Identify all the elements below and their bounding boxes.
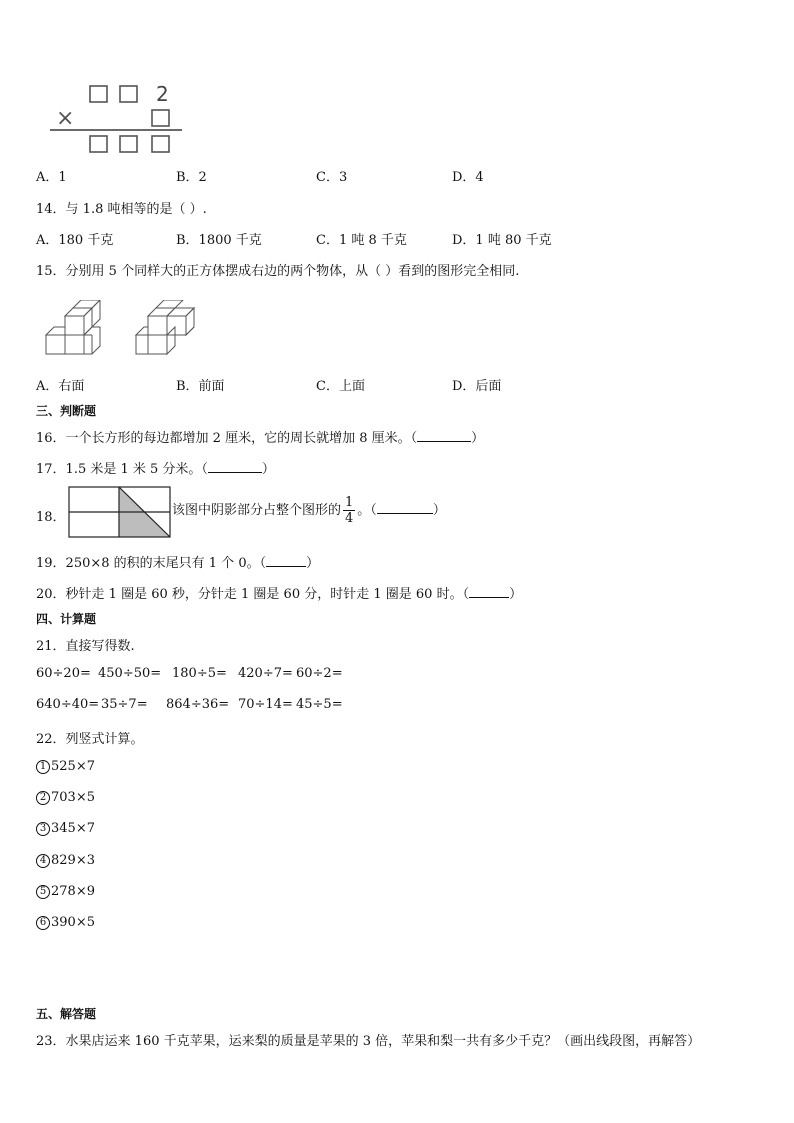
q21-item: 70÷14= [238,697,293,712]
q22-expression: 829×3 [51,853,95,868]
q20-text: 20．秒针走 1 圈是 60 秒，分针走 1 圈是 60 分，时针走 1 圈是 60 时。（ [36,587,470,602]
digit-box [152,110,169,126]
q22-item [36,915,95,930]
q17-answer-blank[interactable] [208,460,262,473]
q21-item: 45÷5= [296,697,343,712]
q19-text: 19．250×8 的积的末尾只有 1 个 0。（ [36,556,267,571]
q15-option-d[interactable]: D．后面 [452,379,502,394]
q14-option-b[interactable]: B．1800 千克 [176,233,262,248]
q18-after: 。（ [357,503,377,518]
q15-stem: 15．分别用 5 个同样大的正方体摆成右边的两个物体，从（ ）看到的图形完全相同. [36,264,520,279]
q17 [36,458,275,477]
fraction-numerator: 1 [345,495,354,510]
q19-close: ） [306,556,320,571]
q18-text: 该图中阴影部分占整个图形的 [172,503,342,518]
q21-item: 864÷36= [166,697,230,712]
cube-figure-right [134,300,206,358]
q13-option-b[interactable]: B．2 [176,170,207,185]
q20 [36,583,522,602]
q21-item: 180÷5= [172,666,227,681]
q22-item [36,790,95,805]
q16 [36,427,484,446]
q21-item: 35÷7= [101,697,148,712]
q18-answer-blank[interactable] [377,501,433,514]
q15-option-b[interactable]: B．前面 [176,379,225,394]
q19 [36,552,319,571]
q22-expression: 525×7 [51,759,95,774]
q16-text: 16．一个长方形的每边都增加 2 厘米，它的周长就增加 8 厘米。（ [36,431,418,446]
q21-item: 60÷20= [36,666,91,681]
q21-item: 450÷50= [98,666,162,681]
section-4-title: 四、计算题 [36,612,97,626]
digit-box [90,86,107,102]
q14-option-d[interactable]: D．1 吨 80 千克 [452,233,552,248]
q22-expression: 345×7 [51,821,95,836]
q14-stem: 14．与 1.8 吨相等的是（ ）. [36,202,207,217]
multiplication-puzzle-figure [48,80,184,156]
circled-number: 6 [36,916,50,930]
digit-box [152,136,169,152]
circled-number: 5 [36,885,50,899]
q21-item: 640÷40= [36,697,100,712]
section-3-title: 三、判断题 [36,404,97,418]
digit-box [120,136,137,152]
q22-item [36,853,95,868]
q16-close: ） [471,431,485,446]
q22-item [36,759,95,774]
times-sign: × [56,106,75,131]
section-5-title: 五、解答题 [36,1007,97,1021]
q14-option-a[interactable]: A．180 千克 [36,233,114,248]
q21-stem: 21．直接写得数. [36,639,135,654]
q13-option-d[interactable]: D．4 [452,170,484,185]
q17-text: 17．1.5 米是 1 米 5 分米。（ [36,462,208,477]
q22-item [36,884,95,899]
q18-number: 18． [36,510,66,525]
q19-answer-blank[interactable] [266,554,306,567]
q21-item: 420÷7= [238,666,293,681]
circled-number: 1 [36,760,50,774]
fraction-one-quarter [343,496,355,525]
q13-option-a[interactable]: A．1 [36,170,67,185]
q15-option-c[interactable]: C．上面 [316,379,365,394]
q18-close: ） [432,503,446,518]
q20-answer-blank[interactable] [469,585,509,598]
fraction-denominator: 4 [345,511,354,526]
circled-number: 2 [36,791,50,805]
q15-option-a[interactable]: A．右面 [36,379,85,394]
digit-box [90,136,107,152]
circled-number: 4 [36,854,50,868]
q23-text: 23．水果店运来 160 千克苹果，运来梨的质量是苹果的 3 倍，苹果和梨一共有多少千克？（画出线段图，再解答） [36,1034,701,1049]
q13-option-c[interactable]: C．3 [316,170,348,185]
q18-body [172,496,446,525]
q18-rectangle-figure [68,486,172,538]
q22-expression: 278×9 [51,884,95,899]
circled-number: 3 [36,822,50,836]
q20-close: ） [509,587,523,602]
q21-item: 60÷2= [296,666,343,681]
q22-expression: 703×5 [51,790,95,805]
multiplicand-digit: 2 [156,82,169,106]
cube-figure-left [44,300,106,358]
q22-stem: 22．列竖式计算。 [36,732,144,747]
q17-close: ） [261,462,275,477]
q16-answer-blank[interactable] [417,429,471,442]
q14-option-c[interactable]: C．1 吨 8 千克 [316,233,407,248]
q22-expression: 390×5 [51,915,95,930]
digit-box [120,86,137,102]
q22-item [36,821,95,836]
